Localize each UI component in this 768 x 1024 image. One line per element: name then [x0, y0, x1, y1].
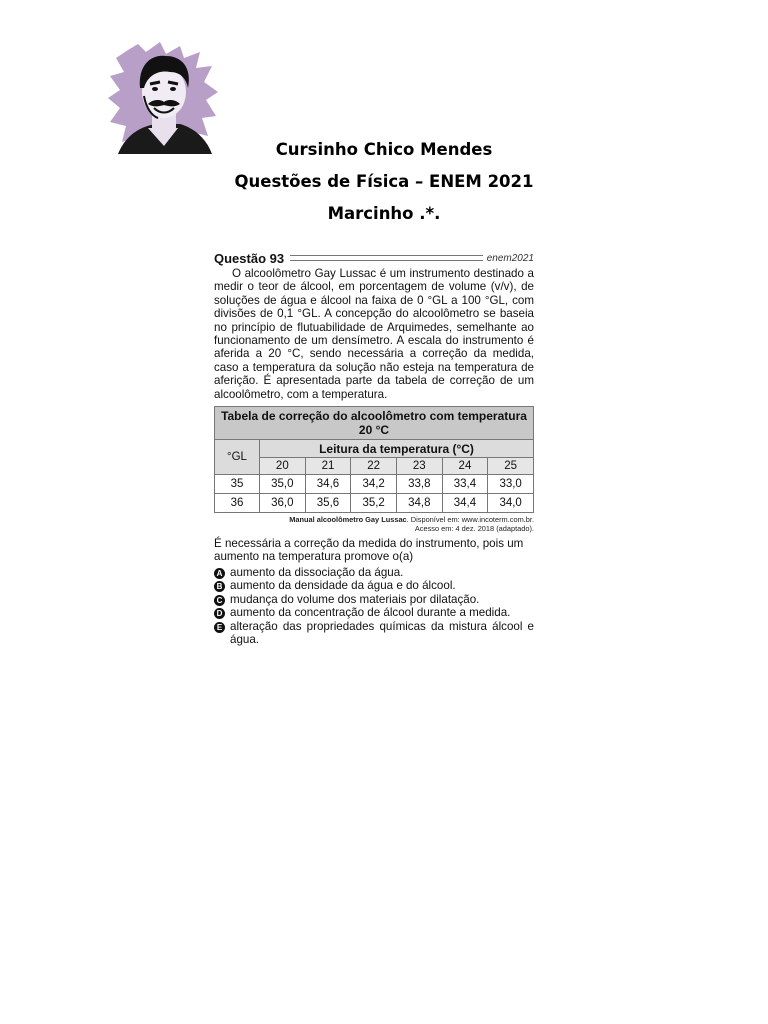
table-row — [215, 494, 534, 513]
option-letter-badge: A — [214, 568, 225, 579]
temperature-header: 22 — [351, 458, 397, 475]
option-letter-badge: E — [214, 622, 225, 633]
option-letter-badge: D — [214, 608, 225, 619]
option-letter-badge: C — [214, 595, 225, 606]
option-b[interactable] — [214, 579, 534, 592]
question-body: O alcoolômetro Gay Lussac é um instrumento destinado a medir o teor de álcool, em porcentagem de volume (v/v), de soluções de água e álcool na faixa de 0 °GL a 100 °GL, com divisões de 0,1 °GL. A concepção do alcoolômetro se baseia no princípio de flutuabilidade de Arquimedes, semelhante ao funcionamento de um densímetro. A escala do instrumento é aferida a 20 °C, sendo necessária a correção da medida, caso a temperatura da solução não esteja na temperatura de aferição. É apresentada parte da tabela de correção de um alcoolômetro, com a temperatura. — [214, 267, 534, 401]
option-text: alteração das propriedades químicas da mistura álcool e água. — [230, 619, 534, 646]
temperature-header: 23 — [396, 458, 442, 475]
portrait-logo-icon — [108, 42, 220, 154]
value-cell: 36,0 — [260, 494, 306, 513]
gl-cell: 36 — [215, 494, 260, 513]
value-cell: 34,2 — [351, 475, 397, 494]
question-stem: É necessária a correção da medida do instrumento, pois um aumento na temperatura promove o(a) — [214, 537, 524, 564]
temperature-header: 21 — [305, 458, 351, 475]
option-text: aumento da densidade da água e do álcool. — [230, 579, 456, 593]
source-access-date: Acesso em: 4 dez. 2018 (adaptado). — [414, 524, 534, 534]
value-cell: 35,2 — [351, 494, 397, 513]
document-subtitle: Questões de Física – ENEM 2021 — [234, 172, 534, 191]
value-cell: 35,6 — [305, 494, 351, 513]
question-header — [214, 250, 534, 266]
author-name: Marcinho .*. — [327, 204, 441, 223]
table-source — [214, 515, 534, 533]
value-cell: 34,4 — [442, 494, 488, 513]
value-cell: 34,8 — [396, 494, 442, 513]
school-name: Cursinho Chico Mendes — [275, 140, 493, 159]
value-cell: 34,0 — [488, 494, 534, 513]
value-cell: 35,0 — [260, 475, 306, 494]
question-block — [214, 250, 534, 646]
option-a[interactable] — [214, 566, 534, 579]
option-text: aumento da concentração de álcool durante a medida. — [230, 606, 511, 620]
value-cell: 34,6 — [305, 475, 351, 494]
temperature-header: 24 — [442, 458, 488, 475]
value-cell: 33,0 — [488, 475, 534, 494]
question-title: Questão 93 — [214, 250, 285, 266]
temperature-header: 25 — [488, 458, 534, 475]
temperature-header: 20 — [260, 458, 306, 475]
table-caption: Tabela de correção do alcoolômetro com temperatura 20 °C — [215, 407, 534, 440]
correction-table — [214, 406, 534, 513]
gl-cell: 35 — [215, 475, 260, 494]
option-letter-badge: B — [214, 581, 225, 592]
temperature-group-header: Leitura da temperatura (°C) — [260, 440, 534, 458]
source-availability: . Disponível em: www.incoterm.com.br. — [406, 515, 534, 525]
option-text: mudança do volume dos materiais por dilatação. — [230, 592, 480, 606]
unit-header: °GL — [215, 440, 260, 475]
option-e[interactable] — [214, 620, 534, 647]
value-cell: 33,4 — [442, 475, 488, 494]
option-c[interactable] — [214, 593, 534, 606]
answer-options — [214, 566, 534, 646]
table-row — [215, 475, 534, 494]
source-title: Manual alcoolômetro Gay Lussac — [289, 515, 407, 525]
header-rule — [290, 255, 483, 261]
option-d[interactable] — [214, 606, 534, 619]
value-cell: 33,8 — [396, 475, 442, 494]
exam-tag: enem2021 — [486, 252, 534, 264]
option-text: aumento da dissociação da água. — [230, 565, 404, 579]
